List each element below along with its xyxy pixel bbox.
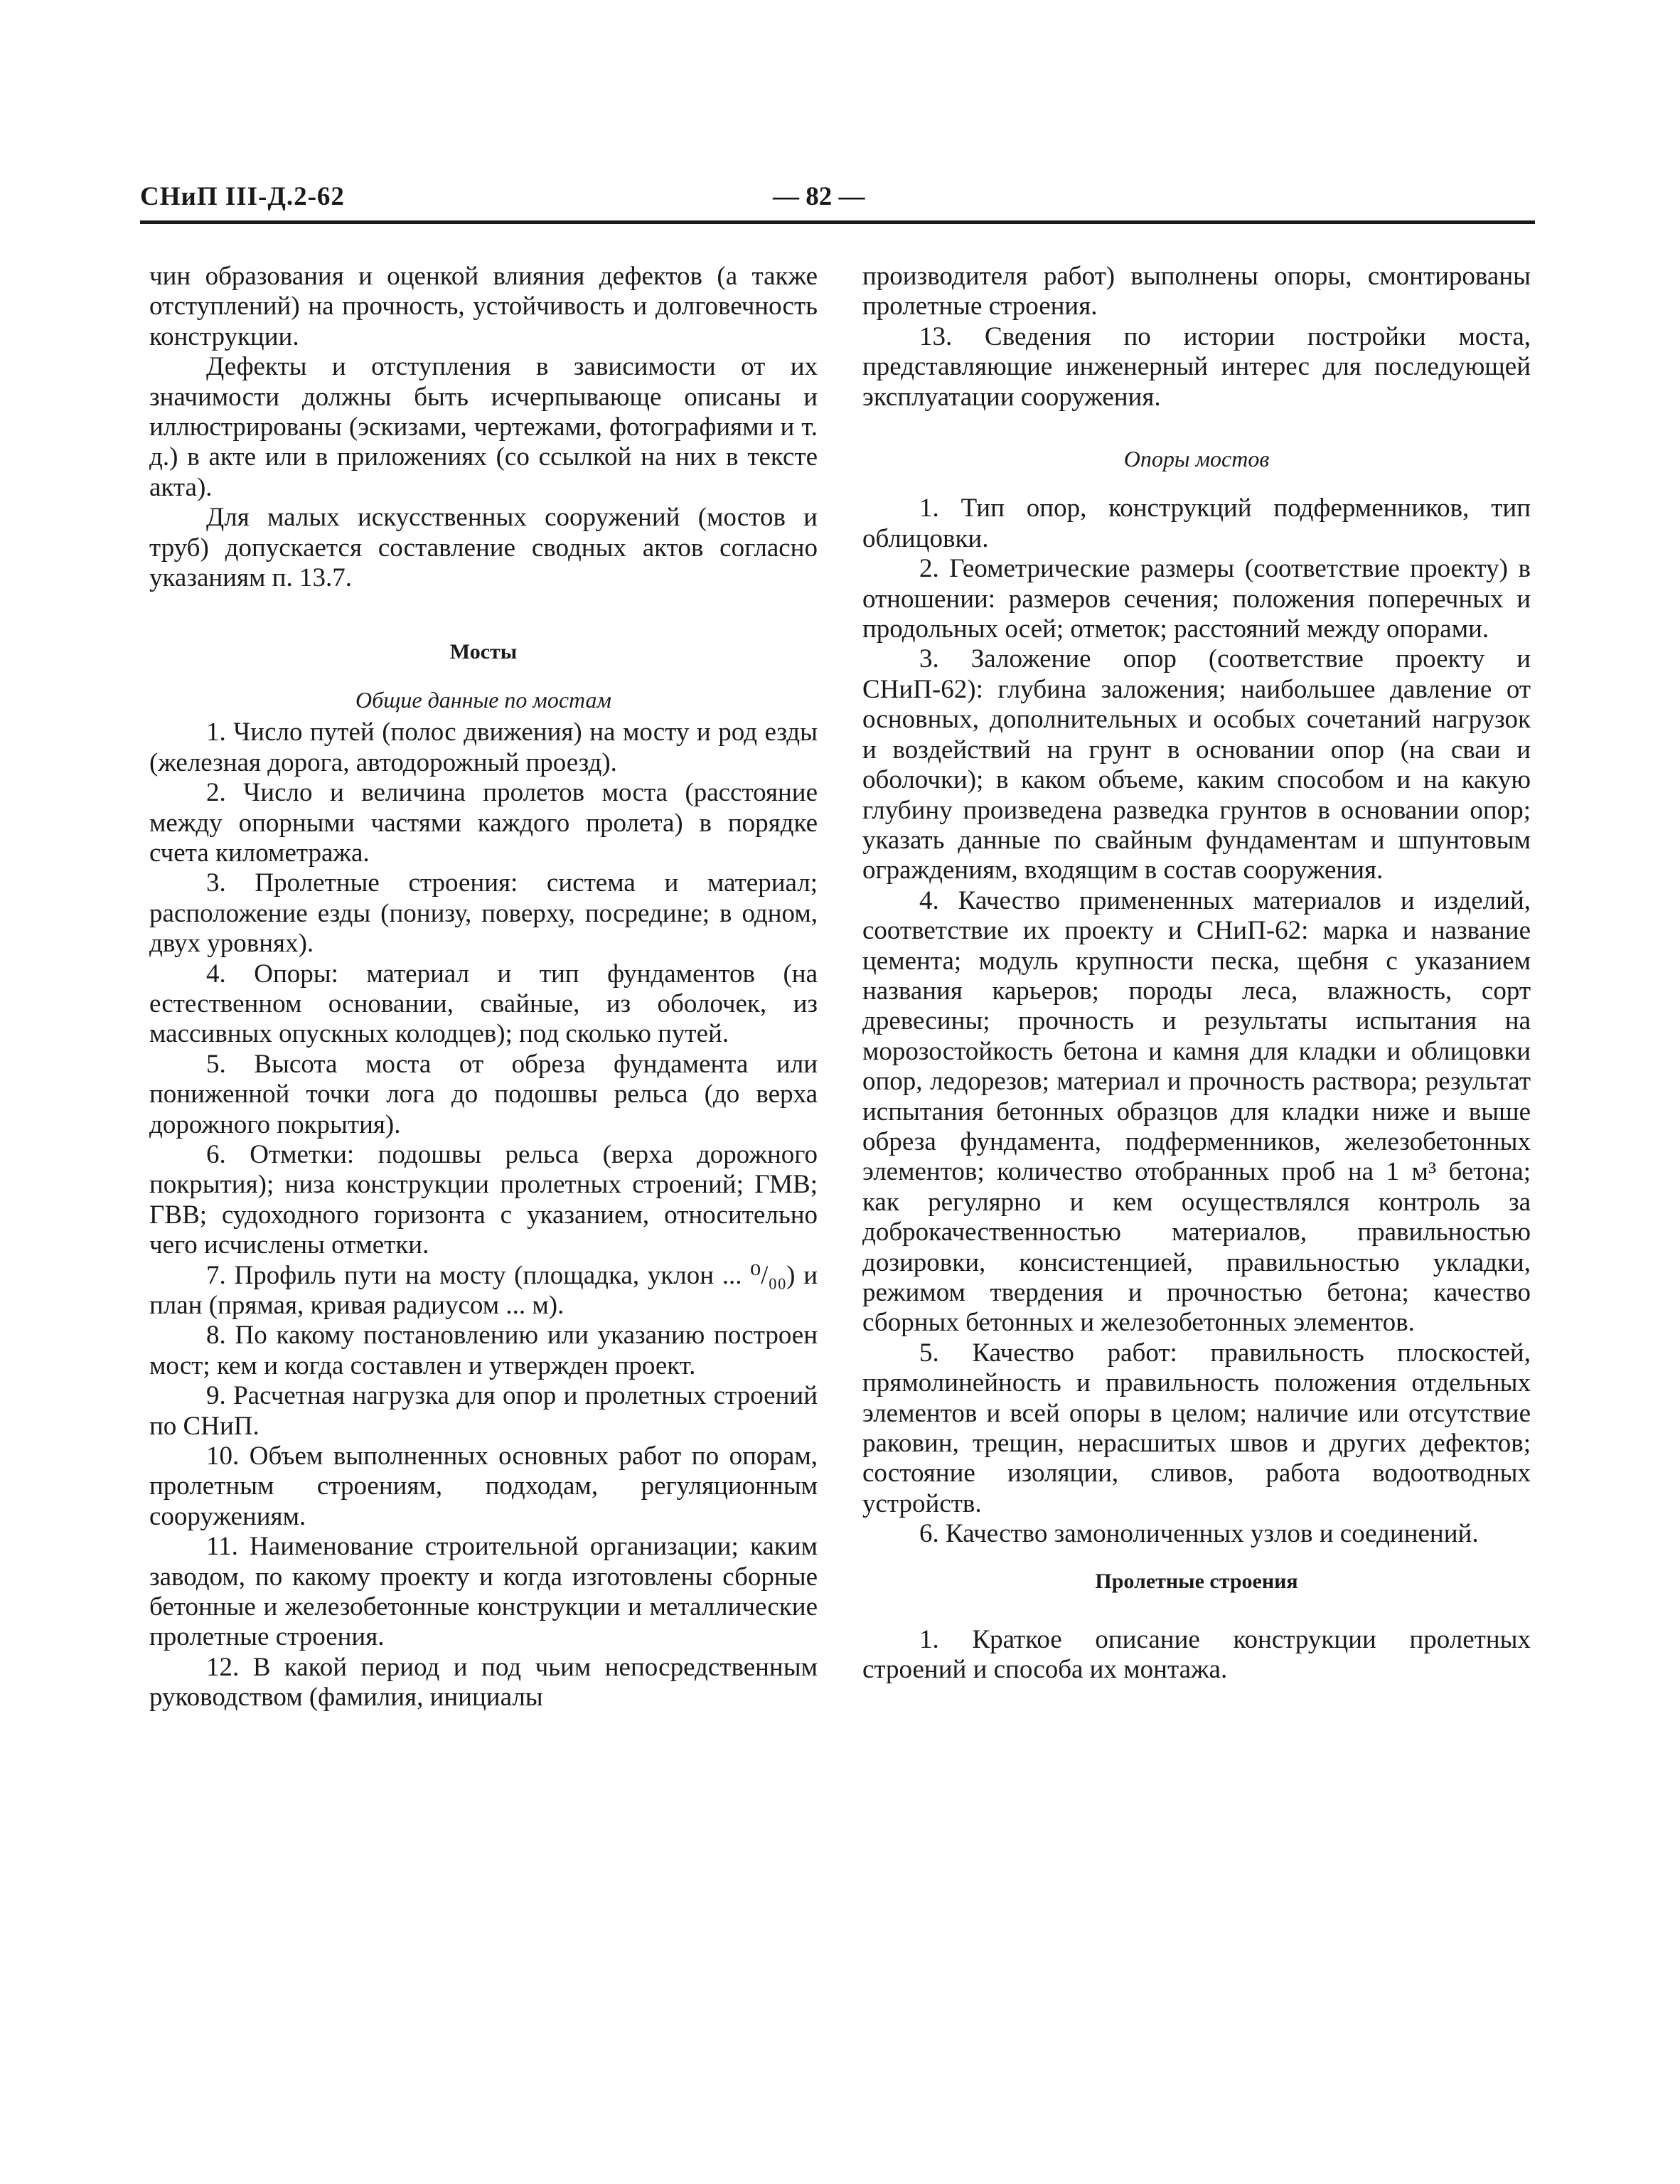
list-item: 11. Наименование строительной организации; каким заводом, по какому проекту и когда изготовлены сборные бетонные и железобетонные конструкции и металлические пролетные строения.: [149, 1532, 818, 1652]
list-item: 4. Опоры: материал и тип фундаментов (на естественном основании, свайные, из оболочек, из массивных опускных колодцев); под сколько путей.: [149, 959, 818, 1049]
list-item: 6. Качество замоноличенных узлов и соединений.: [919, 1519, 1479, 1549]
right-column: [862, 262, 1531, 1685]
list-item: 9. Расчетная нагрузка для опор и пролетных строений по СНиП.: [149, 1381, 818, 1441]
section-title-bridges: Мосты: [449, 640, 518, 664]
list-item: 7. Профиль пути на мосту (площадка, уклон ... ⁰/₀₀) и план (прямая, кривая радиусом ... м).: [149, 1260, 818, 1320]
subsection-title-piers: Опоры мостов: [1123, 446, 1270, 472]
list-item: 3. Пролетные строения: система и материал; расположение езды (понизу, поверху, посредине; в одном, двух уровнях).: [149, 868, 818, 959]
list-item: 1. Краткое описание конструкции пролетных строений и способа их монтажа.: [862, 1625, 1531, 1685]
section-title-spans: Пролетные строения: [1095, 1569, 1298, 1593]
list-item: 10. Объем выполненных основных работ по опорам, пролетным строениям, подходам, регуляционным сооружениям.: [149, 1442, 818, 1531]
list-item: 5. Качество работ: правильность плоскостей, прямолинейность и правильность положения отдельных элементов и всей опоры в целом; наличие или отсутствие раковин, трещин, нерасшитых швов и других дефектов; состояние изоляции, сливов, работа водоотводных устройств.: [862, 1338, 1531, 1518]
list-item: 2. Геометрические размеры (соответствие проекту) в отношении: размеров сечения; положения поперечных и продольных осей; отметок; расстояний между опорами.: [862, 554, 1531, 644]
paragraph: чин образования и оценкой влияния дефектов (а также отступлений) на прочность, устойчивость и долговечность конструкции.: [149, 262, 818, 351]
list-item: 6. Отметки: подошвы рельса (верха дорожного покрытия); низа конструкции пролетных строений; ГМВ; ГВВ; судоходного горизонта с указанием, относительно чего исчислены отметки.: [149, 1139, 818, 1260]
header-rule: [140, 220, 1535, 224]
document-code: СНиП III-Д.2-62: [140, 182, 345, 211]
paragraph: производителя работ) выполнены опоры, смонтированы пролетные строения.: [862, 262, 1531, 321]
list-item: 4. Качество примененных материалов и изделий, соответствие их проекту и СНиП-62: марка и название цемента; модуль крупности песка, щебня с указанием названия карьеров; породы леса, влажность, сорт древесины; прочность и результаты испытания на морозостойкость бетона и камня для кладки и облицовки опор, ледорезов; материал и прочность раствора; результат испытания бетонных образцов для кладки ниже и выше обреза фундамента, подферменников, железобетонных элементов; количество отобранных проб на 1 м³ бетона; как регулярно и кем осуществлялся контроль за доброкачественностью материалов, правильностью дозировки, консистенцией, правильностью укладки, режимом твердения и прочностью бетона; качество сборных бетонных и железобетонных элементов.: [862, 885, 1531, 1338]
list-item: 2. Число и величина пролетов моста (расстояние между опорными частями каждого пролета) в порядке счета километража.: [149, 778, 818, 868]
list-item: 8. По какому постановлению или указанию построен мост; кем и когда составлен и утвержден проект.: [149, 1321, 818, 1380]
list-item: 13. Сведения по истории постройки моста, представляющие инженерный интерес для последующей эксплуатации сооружения.: [862, 321, 1531, 412]
page-header: [140, 181, 1535, 224]
list-item: 5. Высота моста от обреза фундамента или пониженной точки лога до подошвы рельса (до верха дорожного покрытия).: [149, 1049, 818, 1139]
list-item: 12. В какой период и под чьим непосредственным руководством (фамилия, инициалы: [149, 1652, 818, 1712]
list-item: 1. Число путей (полос движения) на мосту и род езды (железная дорога, автодорожный проезд).: [149, 718, 818, 777]
paragraph: Для малых искусственных сооружений (мостов и труб) допускается составление сводных актов согласно указаниям п. 13.7.: [149, 503, 818, 593]
left-column: [149, 262, 818, 1713]
list-item: 1. Тип опор, конструкций подферменников, тип облицовки.: [862, 494, 1531, 553]
list-item: 3. Заложение опор (соответствие проекту и СНиП-62): глубина заложения; наибольшее давление от основных, дополнительных и особых сочетаний нагрузок и воздействий на грунт в основании опор (на сваи и оболочки); в каком объеме, каким способом и на какую глубину произведена разведка грунтов в основании опор; указать данные по свайным фундаментам и шпунтовым ограждениям, входящим в состав сооружения.: [862, 644, 1531, 885]
subsection-title-general: Общие данные по мостам: [355, 686, 611, 713]
page-number: — 82 —: [773, 182, 865, 211]
paragraph: Дефекты и отступления в зависимости от их значимости должны быть исчерпывающе описаны и иллюстрированы (эскизами, чертежами, фотографиями и т. д.) в акте или в приложениях (со ссылкой на них в тексте акта).: [149, 352, 818, 502]
